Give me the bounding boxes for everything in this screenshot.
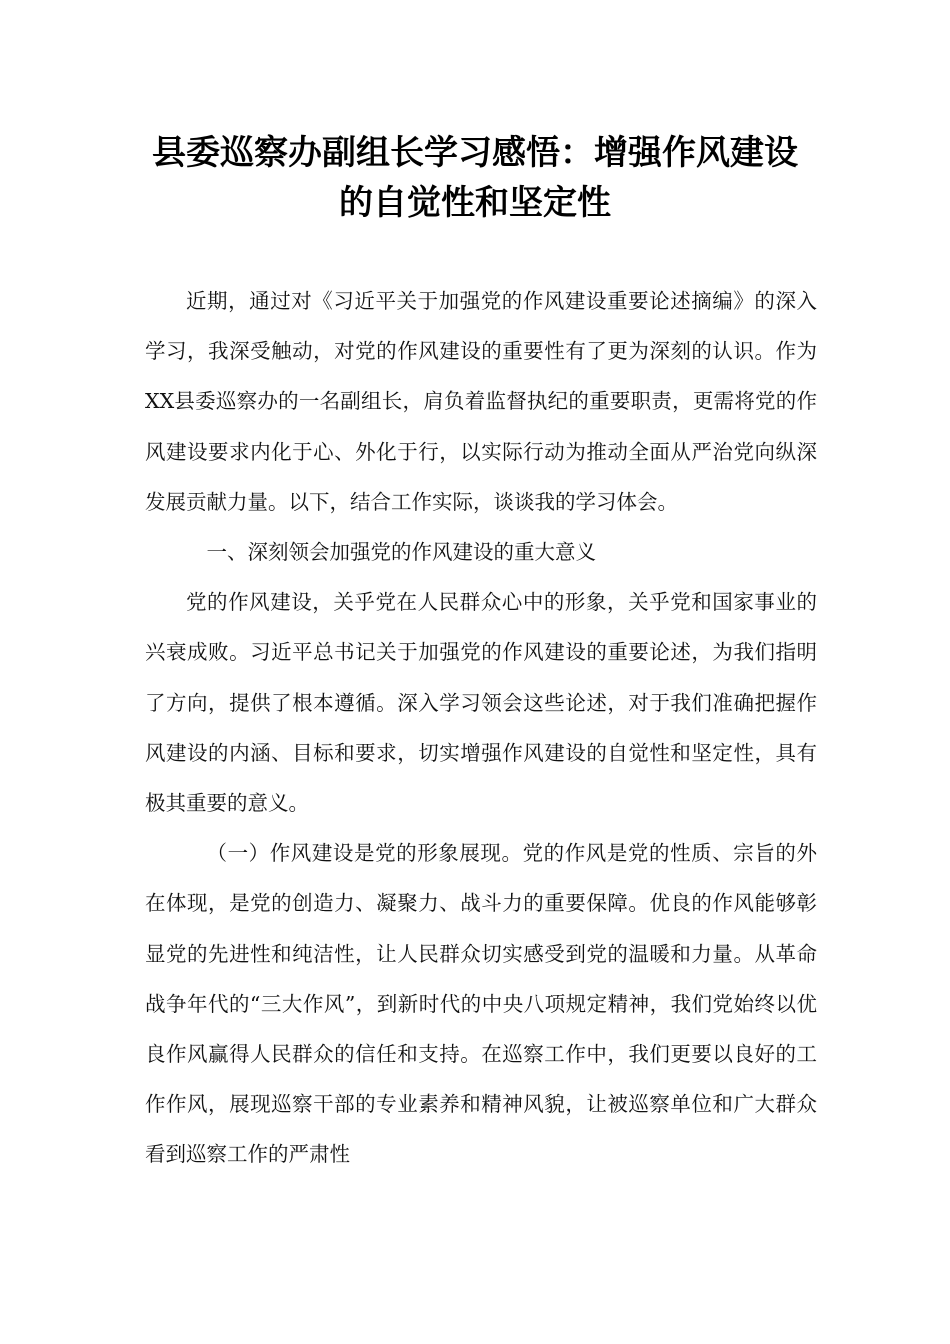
paragraph-section-1: 党的作风建设，关乎党在人民群众心中的形象，关乎党和国家事业的兴衰成败。习近平总书记关于加强党的作风建设的重要论述，为我们指明了方向，提供了根本遵循。深入学习领会这些论述，对于我们准确把握作风建设的内涵、目标和要求，切实增强作风建设的自觉性和坚定性，具有极其重要的意义。 xyxy=(145,590,817,816)
paragraph-intro: 近期，通过对《习近平关于加强党的作风建设重要论述摘编》的深入学习，我深受触动，对党的作风建设的重要性有了更为深刻的认识。作为XX县委巡察办的一名副组长，肩负着监督执纪的重要职责，更需将党的作风建设要求内化于心、外化于行，以实际行动为推动全面从严治党向纵深发展贡献力量。以下，结合工作实际，谈谈我的学习体会。 xyxy=(145,289,817,514)
document-body xyxy=(145,276,817,1180)
section-heading-1: 一、深刻领会加强党的作风建设的重大意义 xyxy=(206,540,596,565)
paragraph-subsection-1: （一）作风建设是党的形象展现。党的作风是党的性质、宗旨的外在体现，是党的创造力、凝聚力、战斗力的重要保障。优良的作风能够彰显党的先进性和纯洁性，让人民群众切实感受到党的温暖和力量。从革命战争年代的“三大作风”，到新时代的中央八项规定精神，我们党始终以优良作风赢得人民群众的信任和支持。在巡察工作中，我们更要以良好的工作作风，展现巡察干部的专业素养和精神风貌，让被巡察单位和广大群众看到巡察工作的严肃性 xyxy=(145,841,817,1167)
document-title: 县委巡察办副组长学习感悟：增强作风建设的自觉性和坚定性 xyxy=(152,133,798,223)
